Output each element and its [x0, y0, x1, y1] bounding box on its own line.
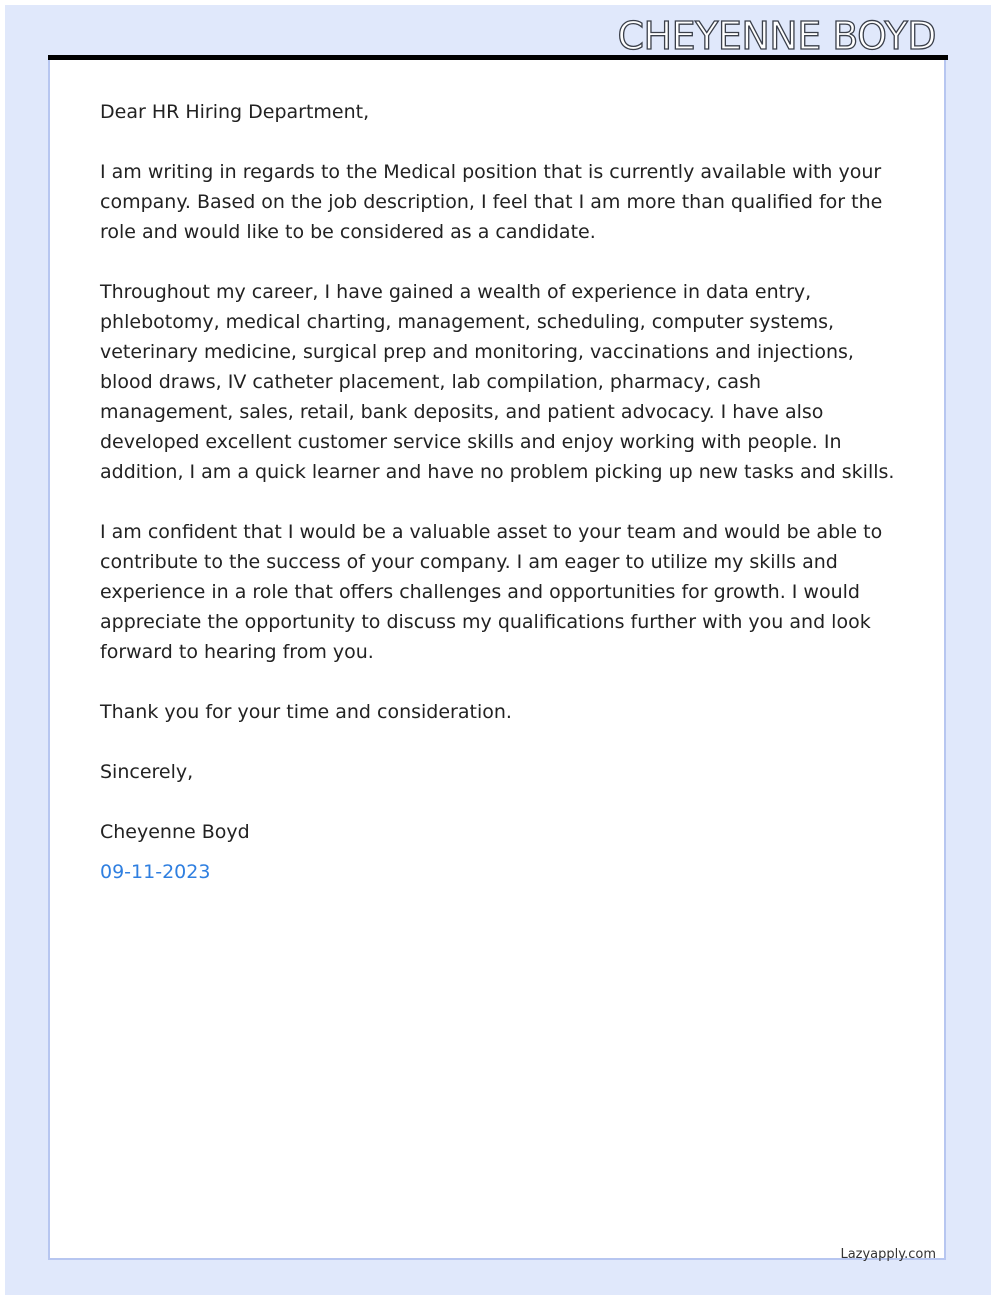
salutation: Dear HR Hiring Department,: [100, 101, 370, 123]
paragraph-experience: Throughout my career, I have gained a wealth of experience in data entry, phlebotomy, medical charting, management, scheduling, computer systems, veterinary medicine, surgical prep and monitoring, vaccinations and injections, blood draws, IV catheter placement, lab compilation, pharmacy, cash management, sales, retail, bank deposits, and patient advocacy. I have also developed excellent customer service skills and enjoy working with people. In addition, I am a quick learner and have no problem picking up new tasks and skills.: [100, 281, 895, 483]
paragraph-intro: I am writing in regards to the Medical position that is currently available with your company. Based on the job description, I feel that I am more than qualified for the role and would like to be considered as a candidate.: [100, 161, 883, 243]
letter-date: 09-11-2023: [100, 861, 211, 883]
paragraph-confidence: I am confident that I would be a valuable asset to your team and would be able to contribute to the success of your company. I am eager to utilize my skills and experience in a role that offers challenges and opportunities for growth. I would appreciate the opportunity to discuss my qualifications further with you and look forward to hearing from you.: [100, 521, 883, 663]
cover-letter-body: [100, 97, 900, 917]
signature: Cheyenne Boyd: [100, 821, 250, 843]
paragraph-thanks: Thank you for your time and consideration.: [100, 701, 512, 723]
applicant-name-heading: CHEYENNE BOYD: [617, 14, 936, 58]
closing: Sincerely,: [100, 761, 194, 783]
brand-watermark: Lazyapply.com: [840, 1247, 936, 1262]
